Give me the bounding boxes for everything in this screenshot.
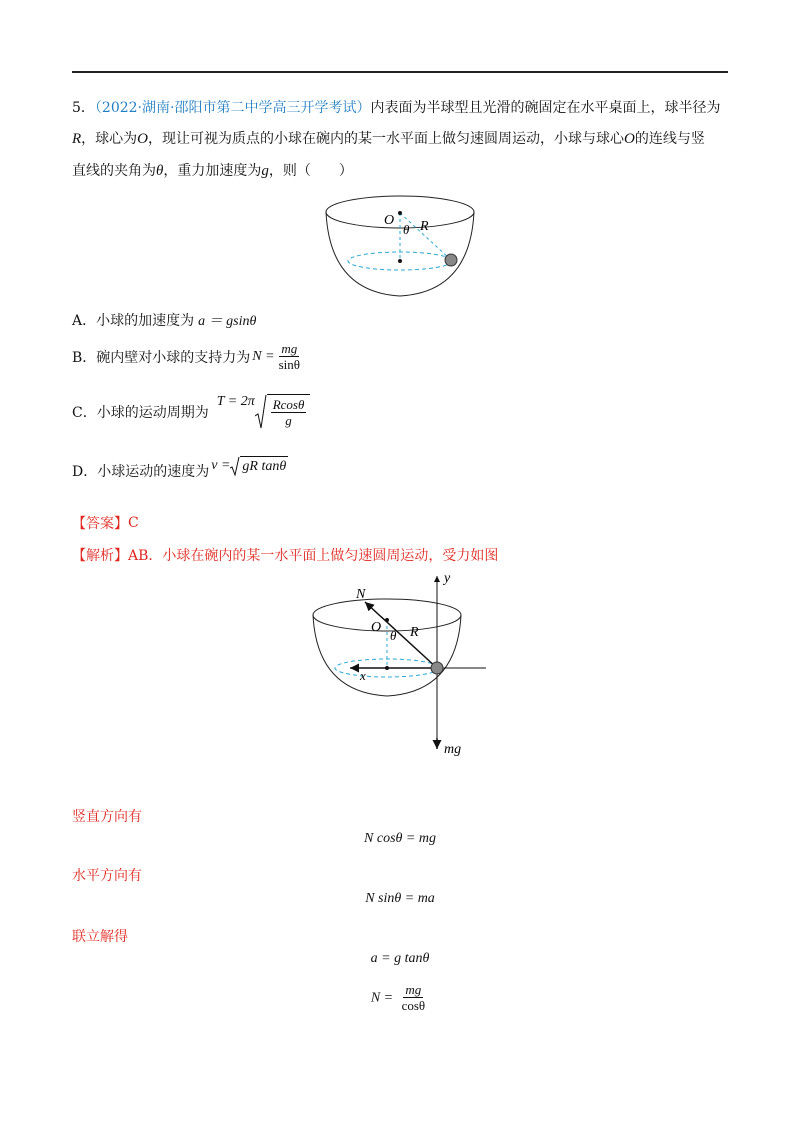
fraction-numerator: mg bbox=[281, 341, 298, 356]
orbit-center-dot bbox=[398, 259, 402, 263]
symbol-O: O bbox=[624, 131, 635, 147]
step-1-label: 竖直方向有 bbox=[72, 809, 142, 825]
ball bbox=[431, 662, 443, 674]
label-O: O bbox=[371, 620, 382, 635]
question-text: 内表面为半球型且光滑的碗固定在水平桌面上，球半径为 bbox=[370, 100, 721, 116]
label-x: x bbox=[360, 668, 366, 683]
fraction-denominator: cosθ bbox=[401, 998, 426, 1013]
question-text: 的连线与竖 bbox=[634, 131, 705, 147]
option-B bbox=[72, 341, 304, 372]
answer-tag: 【答案】 bbox=[72, 516, 128, 532]
label-theta: θ bbox=[390, 628, 397, 643]
option-C bbox=[72, 394, 310, 430]
step-3-label: 联立解得 bbox=[72, 929, 128, 945]
orbit-center-dot bbox=[385, 666, 389, 670]
fraction bbox=[277, 341, 302, 372]
step-2-equation: N sinθ = ma bbox=[365, 891, 435, 906]
label-y: y bbox=[444, 571, 451, 586]
analysis-line bbox=[72, 545, 498, 565]
symbol-O: O bbox=[137, 131, 149, 147]
formula-lhs: N = bbox=[370, 990, 394, 1006]
fraction-numerator: Rcosθ bbox=[272, 397, 305, 412]
symbol-g: g bbox=[261, 163, 269, 179]
question-text: ，现让可视为质点的小球在碗内的某一水平面上做匀速圆周运动，小球与球心 bbox=[148, 131, 625, 147]
radical-sign bbox=[255, 394, 267, 430]
question-line-3 bbox=[72, 161, 732, 181]
header-rule bbox=[72, 71, 728, 73]
question-text: ，则（ ） bbox=[268, 163, 353, 179]
label-O: O bbox=[384, 213, 395, 228]
fraction-denominator: g bbox=[285, 413, 292, 428]
ball bbox=[445, 254, 457, 266]
fraction bbox=[271, 397, 307, 428]
label-mg: mg bbox=[444, 742, 462, 757]
radicand: gR tanθ bbox=[240, 456, 288, 476]
question-line-1 bbox=[72, 98, 732, 118]
question-line-2 bbox=[72, 129, 732, 149]
bowl-figure bbox=[320, 192, 480, 302]
center-dot bbox=[385, 618, 389, 622]
option-label: D．小球运动的速度为 bbox=[72, 464, 210, 480]
final-equation bbox=[0, 982, 800, 1013]
formula-lhs: v = bbox=[211, 458, 231, 473]
label-R: R bbox=[410, 625, 419, 640]
analysis-text: AB．小球在碗内的某一水平面上做匀速圆周运动，受力如图 bbox=[128, 548, 499, 564]
fraction-denominator: sinθ bbox=[278, 357, 300, 372]
symbol-theta: θ bbox=[156, 163, 164, 179]
center-dot bbox=[398, 211, 402, 215]
option-label: A．小球的加速度为 bbox=[72, 313, 195, 329]
label-theta: θ bbox=[403, 222, 410, 237]
radical-sign bbox=[230, 456, 240, 476]
question-text: ，重力加速度为 bbox=[163, 163, 262, 179]
answer-value: C bbox=[128, 515, 139, 531]
step-2-label: 水平方向有 bbox=[72, 868, 142, 884]
question-text: ，球心为 bbox=[81, 131, 138, 147]
formula-lhs: T = 2π bbox=[216, 394, 255, 409]
option-A bbox=[72, 310, 256, 330]
question-text: 直线的夹角为 bbox=[72, 163, 156, 179]
label-N: N bbox=[356, 587, 366, 602]
sqrt bbox=[255, 394, 311, 430]
formula-lhs: N = bbox=[252, 348, 275, 364]
symbol-R: R bbox=[72, 131, 82, 147]
option-label: C．小球的运动周期为 bbox=[72, 405, 209, 421]
answer-line bbox=[72, 513, 139, 533]
option-label: B．碗内壁对小球的支持力为 bbox=[72, 349, 251, 366]
N-arrow bbox=[365, 602, 437, 668]
sqrt bbox=[230, 456, 288, 476]
analysis-tag: 【解析】 bbox=[72, 548, 128, 564]
step-1-equation: N cosθ = mg bbox=[364, 831, 436, 846]
question-source: （2022·湖南·邵阳市第二中学高三开学考试） bbox=[94, 100, 371, 116]
force-diagram bbox=[300, 568, 500, 768]
option-D bbox=[72, 458, 288, 481]
fraction-numerator: mg bbox=[405, 982, 422, 997]
step-3-equation: a = g tanθ bbox=[370, 951, 430, 966]
fraction bbox=[400, 982, 428, 1013]
question-number: 5． bbox=[72, 100, 95, 116]
label-R: R bbox=[420, 219, 429, 234]
option-formula: a ＝ gsinθ bbox=[198, 314, 257, 329]
radicand bbox=[267, 394, 311, 430]
